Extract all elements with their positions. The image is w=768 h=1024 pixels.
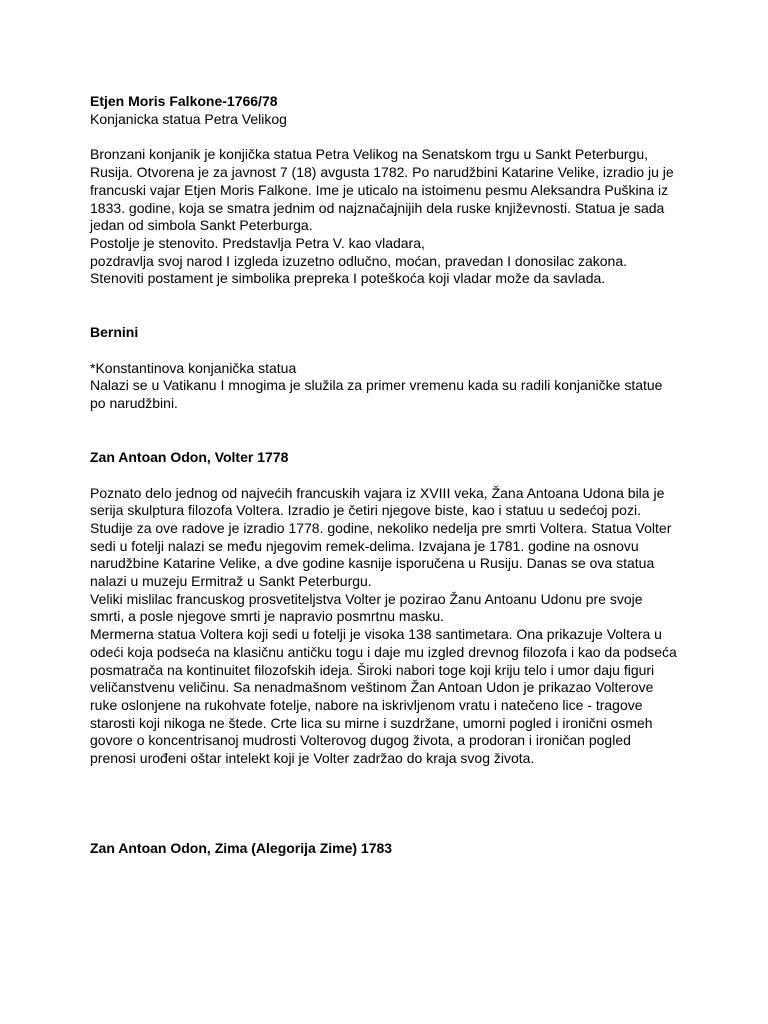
spacer — [90, 467, 680, 485]
paragraph: pozdravlja svoj narod I izgleda izuzetno odlučno, moćan, pravedan I donosilac zakona. Stenoviti postament je simbolika prepreka I poteškoća koji vladar može da savlada. — [90, 252, 627, 287]
paragraph: Poznato delo jednog od najvećih francuskih vajara iz XVIII veka, Žana Antoana Udona bila je serija skulptura filozofa Voltera. Izradio je četiri njegove biste, kao i statuu u sedećoj pozi. Studije za ove radove je izradio 1778. godine, nekoliko nedelja pre smrti Voltera. Statua Volter sedi u fotelji nalazi se među njegovim remek-delima. Izvajana je 1781. godine na osnovu narudžbine Katarine Velike, a dve godine kasnije isporučena u Rusiju. Danas se ova statua nalazi u muzeju Ermitraž u Sankt Peterburgu. — [90, 484, 672, 590]
document-content — [90, 93, 680, 858]
spacer — [90, 128, 680, 146]
subheading-falkone: Konjanicka statua Petra Velikog — [90, 110, 287, 127]
paragraph: Mermerna statua Voltera koji sedi u fotelji je visoka 138 santimetara. Ona prikazuje Voltera u odeći koja podseća na klasičnu antičku togu i daje mu izgled drevnog filozofa i kao da podseća posmatrača na kontinuitet filozofskih ideja. Široki nabori toge koji kriju telo i umor daju figuri veličanstvenu veličinu. Sa nenadmašnom veštinom Žan Antoan Udon je prikazao Volterove ruke oslonjene na rukohvate fotelje, nabore na iskrivljenom vratu i natečeno lice - tragove starosti koji nikoga ne štede. Crte lica su mirne i suzdržane, umorni pogled i ironični osmeh govore o koncentrisanoj mudrosti Volterovog dugog života, a prodoran i ironičan pogled prenosi urođeni oštar intelekt koji je Volter zadržao do kraja svog života. — [90, 626, 677, 767]
paragraph: Postolje je stenovito. Predstavlja Petra V. kao vladara, — [90, 234, 425, 251]
heading-bernini: Bernini — [90, 324, 139, 341]
heading-odon-volter: Zan Antoan Odon, Volter 1778 — [90, 448, 289, 465]
spacer — [90, 413, 680, 449]
spacer — [90, 768, 680, 840]
paragraph: Veliki mislilac francuskog prosvetiteljstva Volter je pozirao Žanu Antoanu Udonu pre svoje smrti, a posle njegove smrti je napravio posmrtnu masku. — [90, 590, 643, 625]
spacer — [90, 288, 680, 324]
list-item: *Konstantinova konjanička statua — [90, 359, 297, 376]
heading-falkone: Etjen Moris Falkone-1766/78 — [90, 93, 278, 109]
spacer — [90, 342, 680, 360]
paragraph: Bronzani konjanik je konjička statua Petra Velikog na Senatskom trgu u Sankt Peterburgu, Rusija. Otvorena je za javnost 7 (18) avgusta 1782. Po narudžbini Katarine Velike, izradio ju je francuski vajar Etjen Moris Falkone. Ime je uticalo na istoimenu pesmu Aleksandra Puškina iz 1833. godine, koja se smatra jednim od najznačajnijih dela ruske književnosti. Statua je sada jedan od simbola Sankt Peterburga. — [90, 146, 674, 234]
paragraph: Nalazi se u Vatikanu I mnogima je služila za primer vremenu kada su radili konjaničke statue po narudžbini. — [90, 377, 663, 412]
heading-odon-zima: Zan Antoan Odon, Zima (Alegorija Zime) 1783 — [90, 839, 393, 856]
